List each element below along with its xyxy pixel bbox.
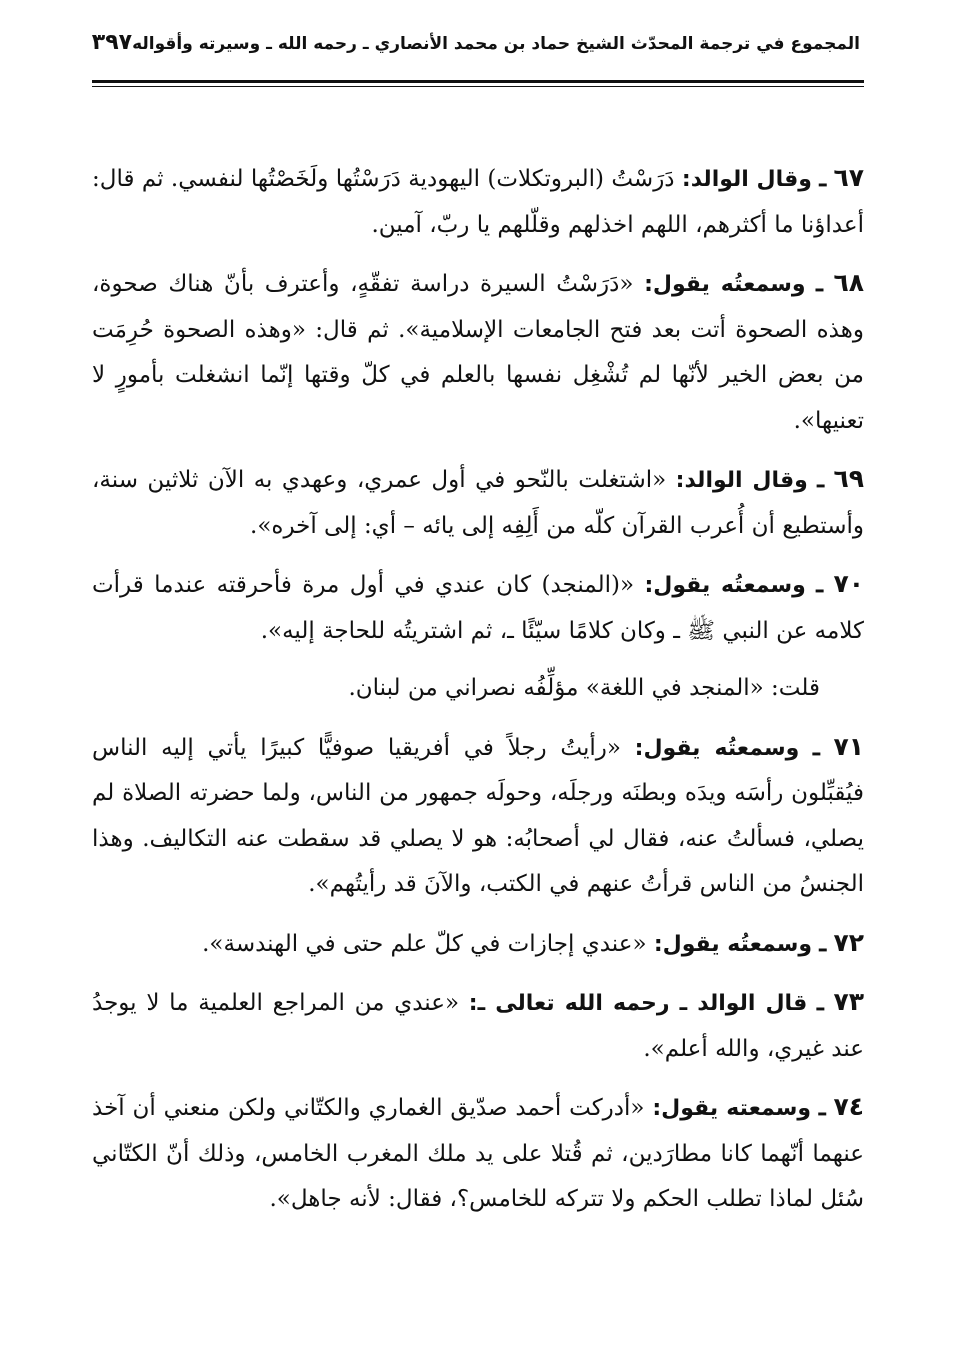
- entry-lead: وقال الوالد:: [675, 468, 808, 493]
- entry-71: ٧١ ـ وسمعتُه يقول: «رأيتُ رجلاً في أفريقيا صوفيًّا كبيرًا يأتي إليه الناس فيُقبِّلون رأسَه ويدَه وبطنَه ورجلَه، وحولَه جمهور من الناس، ولما حضرته الصلاة لم يصلي، فسألتُ عنه، فقال لي أصحابُه: هو لا يصلي قد سقطت عنه التكاليف. وهذا الجنسُ من الناس قرأتُ عنهم في الكتب، والآنَ قد رأيتُهم».: [92, 731, 864, 897]
- entry-number: ٦٩: [833, 464, 864, 493]
- entry-text: «دَرَسْتُ السيرة دراسة تفقّهٍ، وأعترف بأنّ هناك صحوة، وهذه الصحوة أتت بعد فتح الجامعات الإسلامية». ثم قال: «وهذه الصحوة حُرِمَت من بعض الخير لأنّها لم تُشْغِل نفسها بالعلم في كلّ وقتها إنّما انشغلت بأمورٍ لا تعنيها».: [92, 271, 864, 434]
- entry-text: «(المنجد) كان عندي في أول مرة فأحرقته عندما قرأت كلامه عن النبي ﷺ ـ وكان كلامًا سيّئًا ـ، ثم اشتريتُه للحاجة إليه».: [92, 572, 864, 644]
- header-rule-thick: [92, 80, 864, 83]
- entry-lead: وسمعتُه يقول:: [634, 735, 800, 761]
- entry-number: ٦٧: [833, 163, 865, 192]
- entry-lead: وقال الوالد:: [681, 167, 812, 192]
- entry-68: ٦٨ ـ وسمعتُه يقول: «دَرَسْتُ السيرة دراسة تفقّهٍ، وأعترف بأنّ هناك صحوة، وهذه الصحوة أتت بعد فتح الجامعات الإسلامية». ثم قال: «وهذه الصحوة حُرِمَت من بعض الخير لأنّها لم تُشْغِل نفسها بالعلم في كلّ وقتها إنّما انشغلت بأمورٍ لا تعنيها».: [92, 268, 865, 434]
- entry-72: ٧٢ ـ وسمعتُه يقول: «عندي إجازات في كلّ علم حتى في الهندسة».: [202, 927, 864, 957]
- entry-lead: وسمعتُه يقول:: [644, 272, 806, 297]
- entry-text: «عندي من المراجع العلمية ما لا يوجدُ عند غيري، والله أعلم».: [92, 990, 864, 1062]
- entry-number: ٧٤: [833, 1092, 865, 1121]
- entry-74: ٧٤ ـ وسمعته يقول: «أدركت أحمد صدّيق الغماري والكتّاني ولكن منعني أن آخذ عنهما أنّهما كانا مطارَدين، ثم قُتلا على يد ملك المغرب الخامس، وذلك أنّ الكتّاني سُئل لماذا تطلب الحكم ولا تتركه للخامس؟، فقال: لأنه جاهل».: [92, 1092, 865, 1212]
- entry-number: ٧٣: [833, 987, 865, 1016]
- running-title: المجموع في ترجمة المحدّث الشيخ حماد بن محمد الأنصاري ـ رحمه الله ـ وسيرته وأقواله: [132, 34, 860, 54]
- entry-text: «أدركت أحمد صدّيق الغماري والكتّاني ولكن منعني أن آخذ عنهما أنّهما كانا مطارَدين، ثم قُتلا على يد ملك المغرب الخامس، وذلك أنّ الكتّاني سُئل لماذا تطلب الحكم ولا تتركه للخامس؟، فقال: لأنه جاهل».: [92, 1095, 864, 1212]
- entry-text: «اشتغلت بالنّحو في أول عمري، وعهدي به الآن ثلاثين سنة، وأستطيع أن أُعرب القرآن كلّه من أَلِفِه إلى يائه – أي: إلى آخره».: [92, 467, 864, 539]
- entry-67: ٦٧ ـ وقال الوالد: دَرَسْتُ (البروتكلات) اليهودية دَرَسْتُها ولَخَصْتُها لنفسي. ثم قال: أعداؤنا ما أكثرهم، اللهم اخذلهم وقلّلهم يا ربّ، آمين.: [92, 163, 865, 238]
- entry-lead: وسمعتُه يقول:: [653, 931, 813, 957]
- entry-lead: وسمعتُه يقول:: [644, 573, 806, 598]
- page-header: [92, 30, 864, 68]
- page-body: [92, 155, 864, 1223]
- entry-number: ٧٢: [833, 927, 864, 957]
- entry-number: ٧٠: [833, 569, 864, 598]
- page: [92, 30, 864, 1235]
- author-note: قلت: «المنجد في اللغة» مؤلِّفُه نصراني من لبنان.: [348, 675, 820, 701]
- entry-70: ٧٠ ـ وسمعتُه يقول: «(المنجد) كان عندي في أول مرة فأحرقته عندما قرأت كلامه عن النبي ﷺ ـ وكان كلامًا سيّئًا ـ، ثم اشتريتُه للحاجة إليه».: [92, 569, 864, 644]
- entry-69: ٦٩ ـ وقال الوالد: «اشتغلت بالنّحو في أول عمري، وعهدي به الآن ثلاثين سنة، وأستطيع أن أُعرب القرآن كلّه من أَلِفِه إلى يائه – أي: إلى آخره».: [92, 464, 864, 539]
- entry-text: «رأيتُ رجلاً في أفريقيا صوفيًّا كبيرًا يأتي إليه الناس فيُقبِّلون رأسَه ويدَه وبطنَه ورجلَه، وحولَه جمهور من الناس، ولما حضرته الصلاة لم يصلي، فسألتُ عنه، فقال لي أصحابُه: هو لا يصلي قد سقطت عنه التكاليف. وهذا الجنسُ من الناس قرأتُ عنهم في الكتب، والآنَ قد رأيتُهم».: [92, 734, 864, 897]
- entry-lead: وسمعته يقول:: [652, 1096, 812, 1121]
- entry-number: ٧١: [833, 731, 864, 761]
- entry-lead: قال الوالد ـ رحمه الله تعالى ـ:: [468, 991, 808, 1016]
- entry-73: ٧٣ ـ قال الوالد ـ رحمه الله تعالى ـ: «عندي من المراجع العلمية ما لا يوجدُ عند غيري، والله أعلم».: [92, 987, 865, 1062]
- entry-number: ٦٨: [833, 268, 865, 297]
- header-rule-thin: [92, 86, 864, 87]
- entry-text: «عندي إجازات في كلّ علم حتى في الهندسة».: [202, 930, 647, 957]
- entry-text: دَرَسْتُ (البروتكلات) اليهودية دَرَسْتُها ولَخَصْتُها لنفسي. ثم قال: أعداؤنا ما أكثرهم، اللهم اخذلهم وقلّلهم يا ربّ، آمين.: [92, 166, 864, 238]
- page-number: ٣٩٧: [91, 30, 133, 55]
